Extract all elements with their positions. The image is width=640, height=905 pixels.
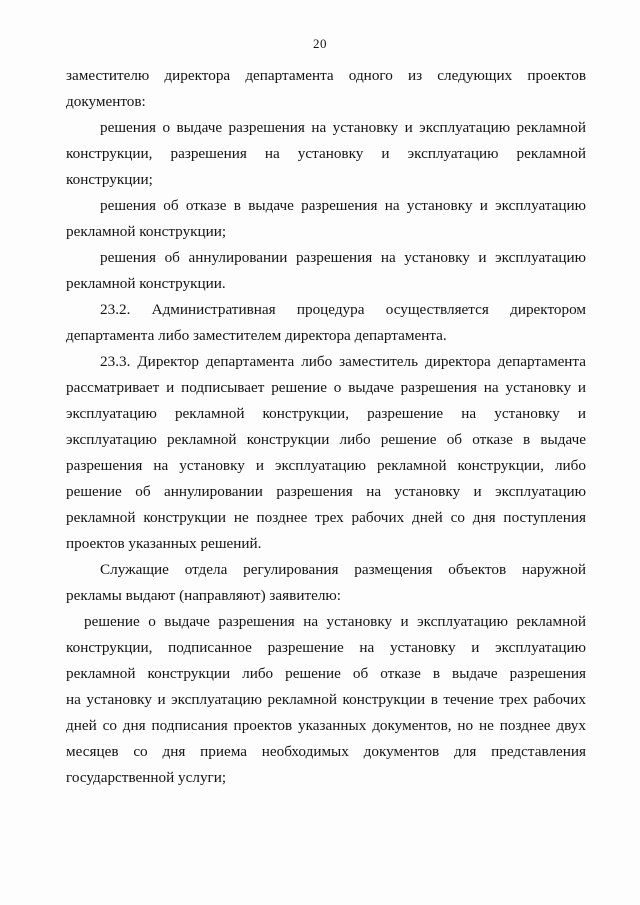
text-line: конструкции, подписанное разрешение на установку и эксплуатацию [66,639,586,656]
text-line: государственной услуги; [66,769,227,786]
text-line: решения об отказе в выдаче разрешения на установку и эксплуатацию [100,197,586,214]
text-line: рассматривает и подписывает решение о выдаче разрешения на установку и [66,379,586,396]
text-line: эксплуатацию рекламной конструкции либо решение об отказе в выдаче [66,431,586,448]
text-line: рекламной конструкции не позднее трех рабочих дней со дня поступления [66,509,586,526]
text-line: рекламной конструкции; [66,223,227,240]
text-line: Служащие отдела регулирования размещения объектов наружной [100,561,586,578]
text-line: рекламной конструкции. [66,275,226,292]
text-line: заместителю директора департамента одного из следующих проектов [66,67,586,84]
text-line: эксплуатацию рекламной конструкции, разрешение на установку и [66,405,586,422]
text-line: разрешения на установку и эксплуатацию рекламной конструкции, либо [66,457,586,474]
text-line: рекламы выдают (направляют) заявителю: [66,587,341,604]
page-number: 20 [313,36,327,51]
text-line: рекламной конструкции либо решение об отказе в выдаче разрешения [66,665,586,682]
text-line: проектов указанных решений. [66,535,262,552]
text-line: решение о выдаче разрешения на установку и эксплуатацию рекламной [84,613,586,630]
text-line: документов: [66,93,146,110]
text-line: конструкции, разрешения на установку и эксплуатацию рекламной [66,145,586,162]
text-line: на установку и эксплуатацию рекламной конструкции в течение трех рабочих [66,691,586,708]
text-line: конструкции; [66,171,153,188]
text-line: департамента либо заместителем директора департамента. [66,327,447,344]
text-line: 23.3. Директор департамента либо заместитель директора департамента [100,353,586,370]
text-line: 23.2. Административная процедура осуществляется директором [100,301,586,318]
text-line: месяцев со дня приема необходимых документов для представления [66,743,586,760]
text-line: решения о выдаче разрешения на установку и эксплуатацию рекламной [100,119,586,136]
text-line: решения об аннулировании разрешения на установку и эксплуатацию [100,249,586,266]
text-line: решение об аннулировании разрешения на установку и эксплуатацию [66,483,586,500]
text-line: дней со дня подписания проектов указанных документов, но не позднее двух [66,717,586,734]
